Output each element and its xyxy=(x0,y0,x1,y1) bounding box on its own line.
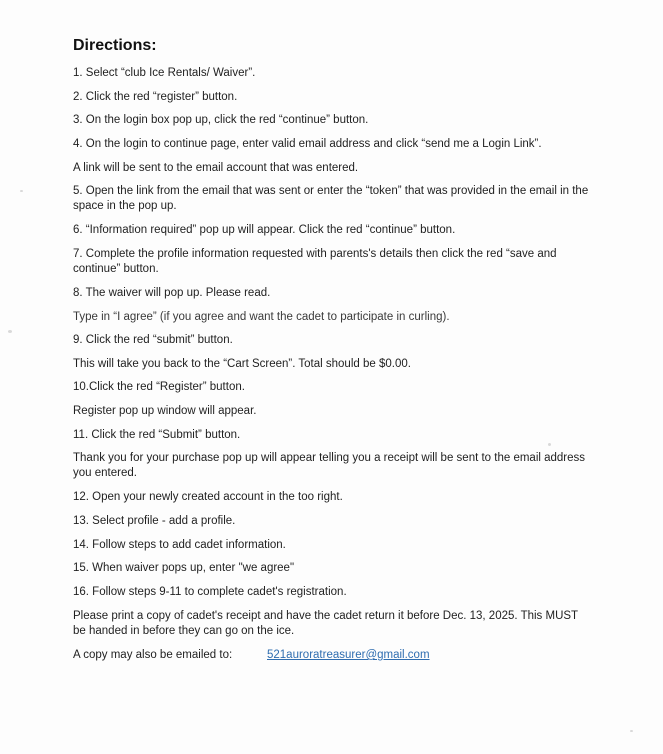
step-4: 4. On the login to continue page, enter valid email address and click “send me a Login Link”. xyxy=(73,138,542,150)
step-16: 16. Follow steps 9-11 to complete cadet's registration. xyxy=(73,586,347,598)
step-6: 6. “Information required” pop up will appear. Click the red “continue” button. xyxy=(73,224,456,236)
email-link[interactable]: 521auroratreasurer@gmail.com xyxy=(267,649,430,661)
step-10-note: Register pop up window will appear. xyxy=(73,405,257,417)
receipt-instructions: Please print a copy of cadet's receipt and have the cadet return it before Dec. 13, 2025. This MUST be handed in before they can go on the ice. xyxy=(73,610,578,637)
email-label: A copy may also be emailed to: xyxy=(73,649,233,661)
step-3: 3. On the login box pop up, click the red “continue” button. xyxy=(73,114,369,126)
step-1: 1. Select “club Ice Rentals/ Waiver”. xyxy=(73,67,256,79)
step-4-note: A link will be sent to the email account that was entered. xyxy=(73,162,359,174)
step-12: 12. Open your newly created account in the too right. xyxy=(73,491,343,503)
step-13: 13. Select profile - add a profile. xyxy=(73,515,236,527)
step-10: 10.Click the red “Register” button. xyxy=(73,381,245,393)
scan-speck xyxy=(630,730,633,732)
step-15: 15. When waiver pops up, enter "we agree" xyxy=(73,562,295,574)
step-8: 8. The waiver will pop up. Please read. xyxy=(73,287,271,299)
scan-speck xyxy=(20,190,23,192)
step-11: 11. Click the red “Submit” button. xyxy=(73,429,241,441)
page-title: Directions: xyxy=(73,37,157,54)
step-5: 5. Open the link from the email that was sent or enter the “token” that was provided in the email in the space in the pop up. xyxy=(73,185,589,212)
scan-speck xyxy=(8,330,12,333)
step-2: 2. Click the red “register” button. xyxy=(73,91,238,103)
step-11-note: Thank you for your purchase pop up will appear telling you a receipt will be sent to the email address you entered. xyxy=(73,452,586,479)
scan-speck xyxy=(548,443,551,446)
step-9: 9. Click the red “submit” button. xyxy=(73,334,233,346)
step-14: 14. Follow steps to add cadet information. xyxy=(73,539,286,551)
step-8-note: Type in “I agree” (if you agree and want the cadet to participate in curling). xyxy=(73,311,450,323)
step-9-note: This will take you back to the “Cart Screen”. Total should be $0.00. xyxy=(73,358,411,370)
step-7: 7. Complete the profile information requested with parents's details then click the red “save and continue” button. xyxy=(73,248,557,275)
